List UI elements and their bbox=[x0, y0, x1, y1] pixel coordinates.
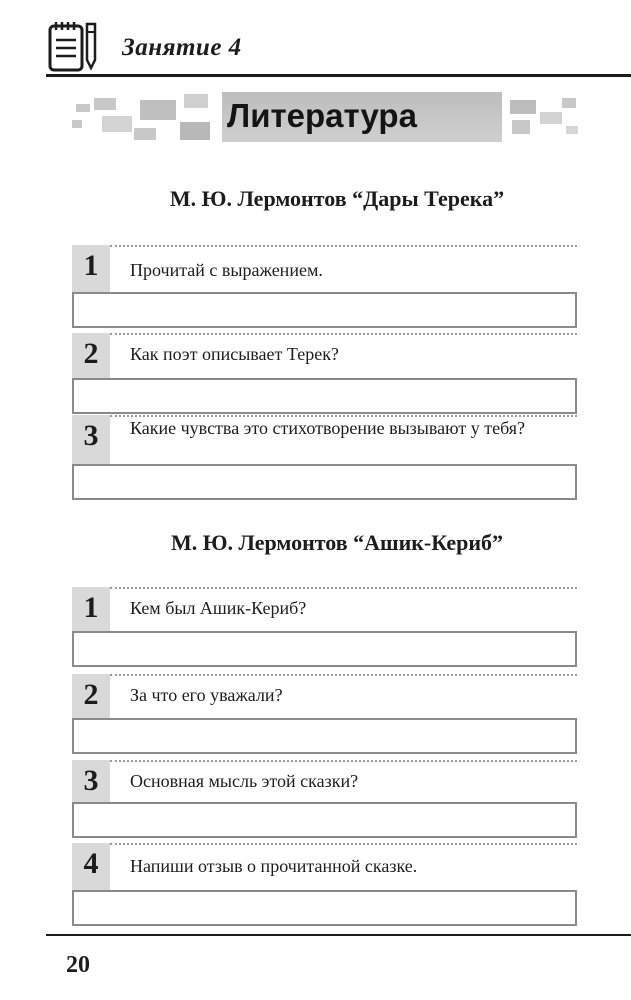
answer-box[interactable] bbox=[72, 378, 577, 414]
question-number: 4 bbox=[72, 843, 110, 890]
dotted-rule bbox=[110, 587, 577, 589]
page-number: 20 bbox=[66, 952, 90, 978]
dotted-rule bbox=[110, 333, 577, 335]
lesson-title: Занятие 4 bbox=[122, 34, 242, 61]
question-text: Кем был Ашик-Кериб? bbox=[130, 598, 307, 618]
question-text: Напиши отзыв о прочитанной сказке. bbox=[130, 856, 418, 876]
section-heading-ashik-kerib: М. Ю. Лермонтов “Ашик-Кериб” bbox=[170, 530, 504, 555]
answer-box[interactable] bbox=[72, 292, 577, 328]
header-divider bbox=[46, 74, 631, 77]
answer-box[interactable] bbox=[72, 718, 577, 754]
question-number: 1 bbox=[72, 587, 110, 631]
question-number: 2 bbox=[72, 333, 110, 378]
question-text: За что его уважали? bbox=[130, 685, 283, 705]
answer-box[interactable] bbox=[72, 464, 577, 500]
section-heading-dary-tereka: М. Ю. Лермонтов “Дары Терека” bbox=[169, 186, 505, 211]
notebook-pen-icon bbox=[48, 20, 100, 72]
question-number: 3 bbox=[72, 760, 110, 802]
footer-divider bbox=[46, 934, 631, 936]
dotted-rule bbox=[110, 760, 577, 762]
question-number: 1 bbox=[72, 245, 110, 292]
answer-box[interactable] bbox=[72, 802, 577, 838]
question-text: Основная мысль этой сказки? bbox=[130, 771, 359, 791]
dotted-rule bbox=[110, 674, 577, 676]
answer-box[interactable] bbox=[72, 890, 577, 926]
dotted-rule bbox=[110, 843, 577, 845]
subject-title: Литература bbox=[227, 97, 417, 134]
question-number: 3 bbox=[72, 415, 110, 464]
question-text: Прочитай с выражением. bbox=[130, 260, 323, 280]
page-header bbox=[0, 0, 631, 80]
question-text: Как поэт описывает Терек? bbox=[130, 344, 339, 364]
question-number: 2 bbox=[72, 674, 110, 718]
answer-box[interactable] bbox=[72, 631, 577, 667]
question-text: Какие чувства это стихотворение вызывают у тебя? bbox=[130, 418, 526, 438]
dotted-rule bbox=[110, 245, 577, 247]
